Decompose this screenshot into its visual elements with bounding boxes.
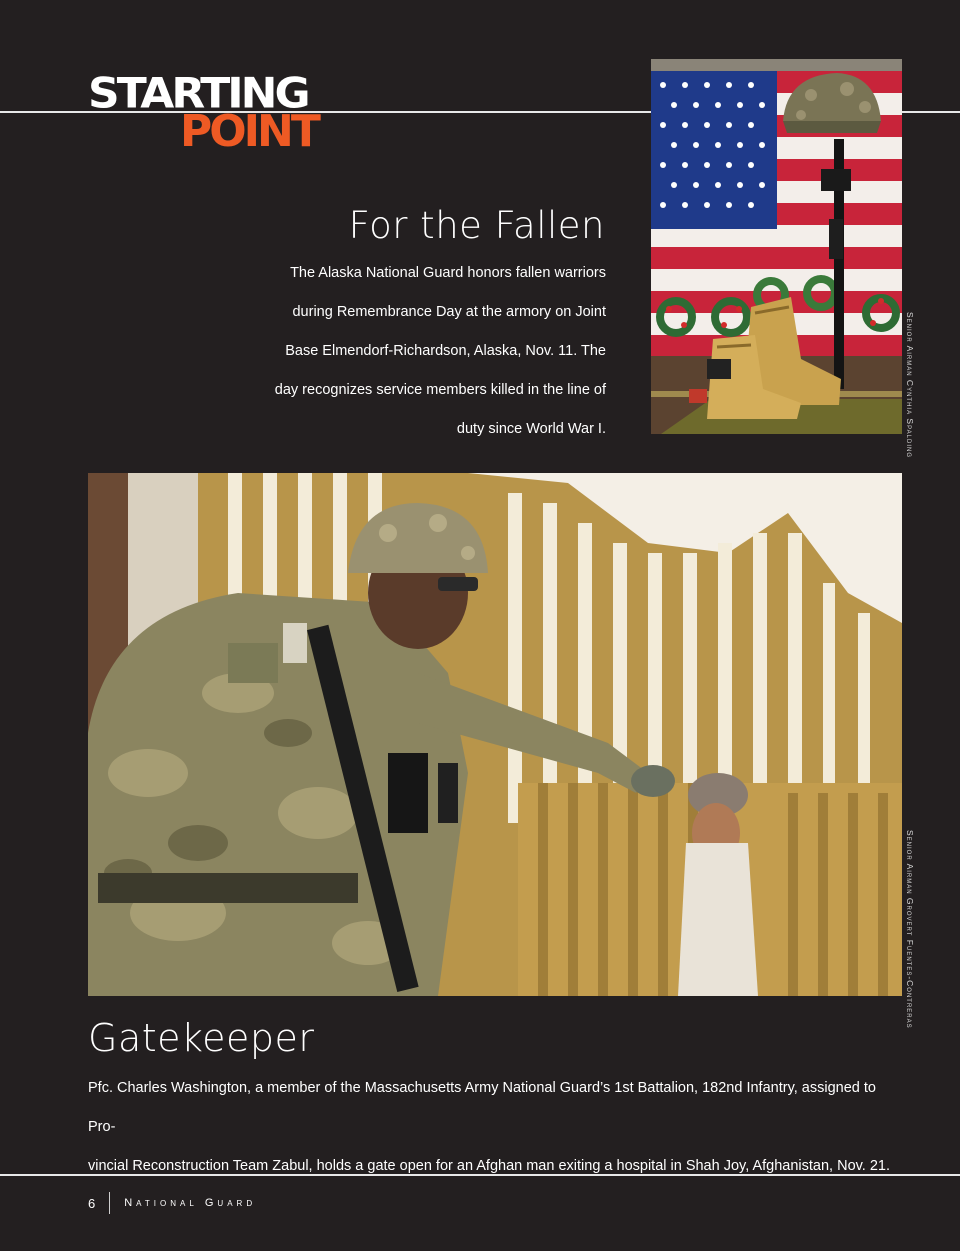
gatekeeper-caption [88,1069,902,1186]
gatekeeper-photo [88,473,902,996]
logo-line-point: POINT [180,106,318,157]
fallen-caption-line: The Alaska National Guard honors fallen warriors [290,265,606,281]
gatekeeper-caption-line: Pfc. Charles Washington, a member of the Massachusetts Army National Guard’s 1st Battalion, 182nd Infantry, assigned to Pro- [88,1080,876,1135]
photo-credit-gatekeeper: Senior Airman Grovert Fuentes-Contreras [905,830,915,1029]
magazine-name: National Guard [124,1197,257,1209]
starting-point-logo [88,69,348,157]
page-footer [88,1192,256,1214]
fallen-soldier-memorial-photo [651,59,902,434]
fallen-title: For the Fallen [348,204,605,247]
footer-rule [0,1174,960,1176]
gatekeeper-title: Gatekeeper [88,1016,315,1060]
fallen-caption-line: during Remembrance Day at the armory on Joint [292,304,606,320]
page-number: 6 [88,1195,96,1211]
logo-line-starting: STARTING [88,69,308,118]
fallen-caption-line: Base Elmendorf-Richardson, Alaska, Nov. 11. The [285,343,606,359]
fallen-caption-line: day recognizes service members killed in the line of [274,382,606,398]
footer-divider [109,1192,110,1214]
fallen-caption-line: duty since World War I. [456,421,606,437]
photo-credit-fallen: Senior Airman Cynthia Spalding [905,312,915,458]
gatekeeper-caption-line: vincial Reconstruction Team Zabul, holds a gate open for an Afghan man exiting a hospital in Shah Joy, Afghanistan, Nov. 21. [88,1158,891,1174]
fallen-caption [270,254,606,449]
